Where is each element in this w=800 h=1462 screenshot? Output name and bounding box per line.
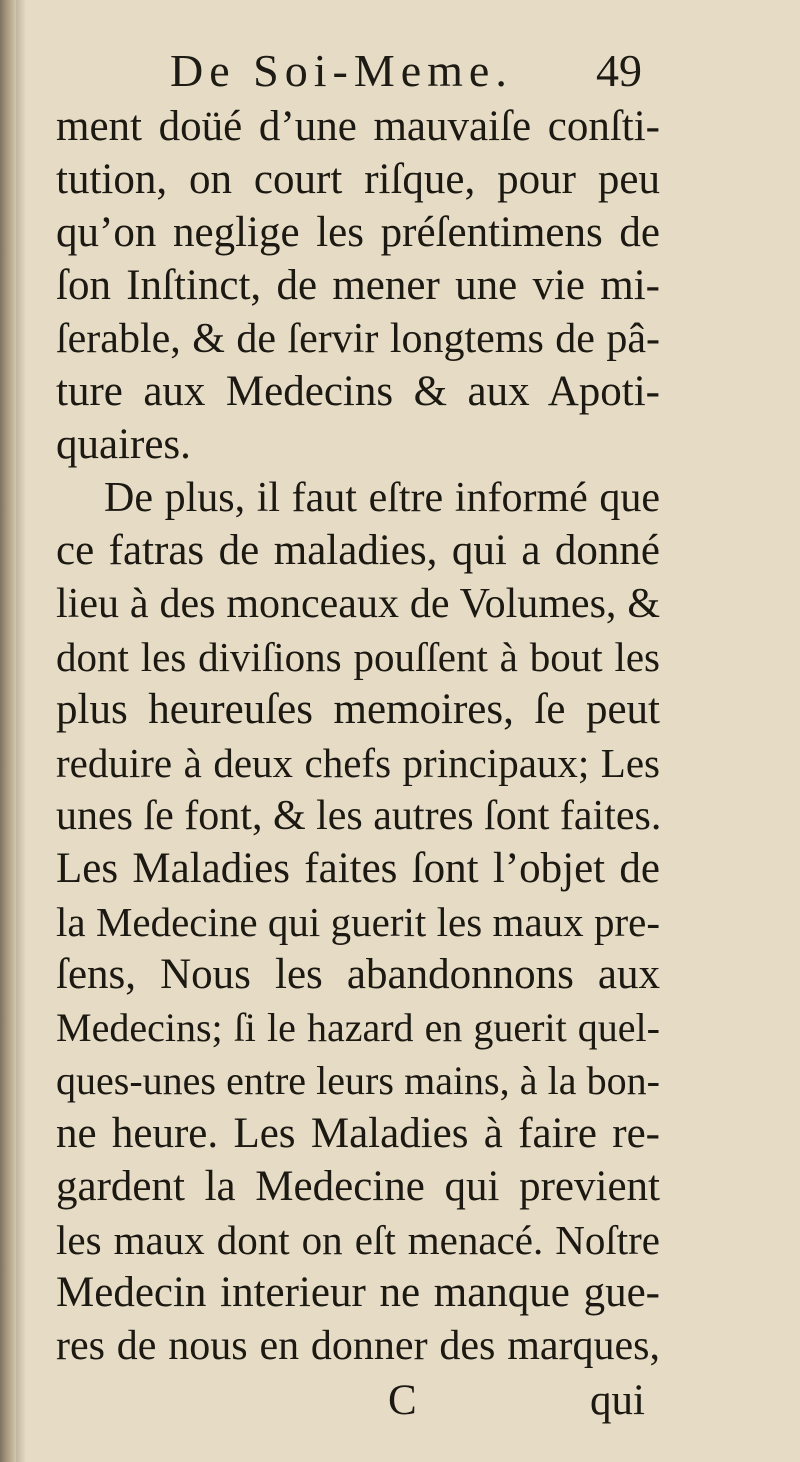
running-head: De Soi-Meme.	[170, 45, 513, 96]
book-binding-shadow	[0, 0, 16, 1462]
text-line: ce fatras de maladies, qui a donné	[56, 527, 660, 574]
text-line: ne heure. Les Maladies à faire re-	[56, 1110, 660, 1157]
text-line: unes ſe font, & les autres ſont faites.	[56, 793, 662, 839]
text-line: la Medecine qui guerit les maux pre-	[56, 899, 660, 945]
text-line: dont les diviſions pouſſent à bout les	[56, 634, 660, 680]
text-line: ſerable, & de ſervir longtems de pâ-	[56, 316, 660, 362]
page-number: 49	[596, 45, 642, 96]
catchword: qui	[590, 1377, 645, 1424]
text-line: ment doüé d’une mauvaiſe conſti-	[56, 103, 660, 150]
text-line: ſens, Nous les abandonnons aux	[56, 951, 660, 998]
text-line: ques-unes entre leurs mains, à la bon-	[56, 1058, 660, 1103]
text-line: quaires.	[56, 421, 191, 468]
signature-mark: C	[388, 1377, 417, 1424]
text-line: gardent la Medecine qui previent	[56, 1163, 660, 1210]
text-line: reduire à deux chefs principaux; Les	[56, 740, 660, 786]
text-line: res de nous en donner des marques,	[56, 1323, 660, 1369]
text-line: De plus, il faut eſtre informé que	[104, 475, 660, 521]
text-line: qu’on neglige les préſentimens de	[56, 209, 660, 256]
binding-edge-shade	[16, 0, 26, 1462]
text-line: plus heureuſes memoires, ſe peut	[56, 686, 660, 733]
text-line: ture aux Medecins & aux Apoti-	[56, 368, 660, 415]
text-line: les maux dont on eſt menacé. Noſtre	[56, 1217, 660, 1263]
text-line: Medecins; ſi le hazard en guerit quel-	[56, 1005, 660, 1050]
text-line: Les Maladies faites ſont l’objet de	[56, 845, 660, 892]
text-line: Medecin interieur ne manque gue-	[56, 1269, 660, 1316]
text-line: tution, on court riſque, pour peu	[56, 156, 660, 203]
text-line: lieu à des monceaux de Volumes, &	[56, 581, 660, 627]
text-line: ſon Inſtinct, de mener une vie mi-	[56, 262, 660, 309]
